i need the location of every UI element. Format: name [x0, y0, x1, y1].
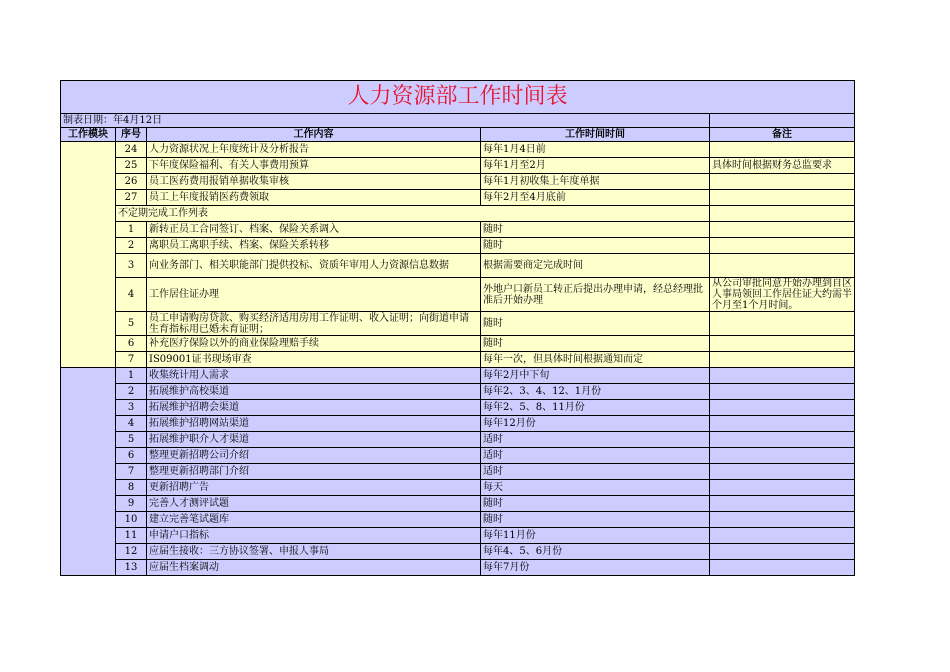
row-note [710, 384, 855, 400]
row-content: 拓展维护招聘网站渠道 [147, 416, 481, 432]
row-note [710, 222, 855, 238]
table-row [61, 336, 855, 352]
module-cell-2 [61, 368, 116, 576]
row-note [710, 432, 855, 448]
table-row [61, 222, 855, 238]
row-note [710, 206, 855, 222]
row-note [710, 448, 855, 464]
row-time: 适时 [481, 448, 710, 464]
row-number: 10 [116, 512, 147, 528]
header-time: 工作时间时间 [481, 128, 710, 142]
row-note: 从公司审批同意开始办理到自区人事局领回工作居住证大约需半个月至1个月时间。 [710, 278, 855, 312]
header-module: 工作模块 [61, 128, 116, 142]
schedule-table [60, 80, 855, 576]
table-row [61, 352, 855, 368]
row-note [710, 352, 855, 368]
row-note [710, 464, 855, 480]
row-time: 适时 [481, 464, 710, 480]
row-note [710, 528, 855, 544]
row-number: 27 [116, 190, 147, 206]
row-number: 13 [116, 560, 147, 576]
row-number: 9 [116, 496, 147, 512]
row-number: 24 [116, 142, 147, 158]
header-note: 备注 [710, 128, 855, 142]
row-number: 6 [116, 448, 147, 464]
row-content: 更新招聘广告 [147, 480, 481, 496]
row-time: 根据需要商定完成时间 [481, 254, 710, 278]
row-content: 拓展维护招聘会渠道 [147, 400, 481, 416]
row-number: 11 [116, 528, 147, 544]
row-content: 整理更新招聘部门介绍 [147, 464, 481, 480]
table-row [61, 158, 855, 174]
date-label: 制表日期：年4月12日 [61, 114, 710, 128]
row-note [710, 560, 855, 576]
table-row [61, 464, 855, 480]
row-time: 每年1月至2月 [481, 158, 710, 174]
row-time: 随时 [481, 238, 710, 254]
row-time: 每年2月至4月底前 [481, 190, 710, 206]
row-number: 4 [116, 416, 147, 432]
row-time: 适时 [481, 432, 710, 448]
table-row [61, 278, 855, 312]
row-time: 随时 [481, 496, 710, 512]
row-time: 每天 [481, 480, 710, 496]
table-row [61, 416, 855, 432]
row-number: 3 [116, 254, 147, 278]
row-note [710, 496, 855, 512]
row-note [710, 142, 855, 158]
row-time: 每年4、5、6月份 [481, 544, 710, 560]
row-content: IS09001证书现场审查 [147, 352, 481, 368]
row-note [710, 312, 855, 336]
row-time: 每年7月份 [481, 560, 710, 576]
row-number: 2 [116, 238, 147, 254]
table-row [61, 312, 855, 336]
row-time: 随时 [481, 512, 710, 528]
row-time: 随时 [481, 336, 710, 352]
table-row [61, 190, 855, 206]
row-time: 每年11月份 [481, 528, 710, 544]
table-row [61, 174, 855, 190]
header-row [61, 128, 855, 142]
table-row [61, 496, 855, 512]
row-number: 1 [116, 222, 147, 238]
row-note [710, 238, 855, 254]
row-content: 应届生接收：三方协议签署、申报人事局 [147, 544, 481, 560]
row-number: 6 [116, 336, 147, 352]
irregular-section-row [61, 206, 855, 222]
row-content: 员工上年度报销医药费领取 [147, 190, 481, 206]
table-row [61, 432, 855, 448]
table-row [61, 528, 855, 544]
row-number: 3 [116, 400, 147, 416]
row-number: 7 [116, 352, 147, 368]
table-row [61, 384, 855, 400]
row-content: 整理更新招聘公司介绍 [147, 448, 481, 464]
date-row-spacer [710, 114, 855, 128]
row-number: 25 [116, 158, 147, 174]
header-no: 序号 [116, 128, 147, 142]
row-content: 收集统计用人需求 [147, 368, 481, 384]
page-title: 人力资源部工作时间表 [61, 81, 855, 114]
row-content: 新转正员工合同签订、档案、保险关系调入 [147, 222, 481, 238]
table-row [61, 448, 855, 464]
row-note [710, 544, 855, 560]
row-number: 4 [116, 278, 147, 312]
row-note [710, 336, 855, 352]
row-content: 应届生档案调动 [147, 560, 481, 576]
irregular-section-label: 不定期完成工作列表 [116, 206, 710, 222]
row-time: 每年1月4日前 [481, 142, 710, 158]
row-time: 随时 [481, 222, 710, 238]
row-note [710, 254, 855, 278]
row-number: 5 [116, 432, 147, 448]
row-content: 下年度保险福利、有关人事费用预算 [147, 158, 481, 174]
table-row [61, 238, 855, 254]
table-row [61, 480, 855, 496]
row-number: 5 [116, 312, 147, 336]
row-time: 每年一次，但具体时间根据通知而定 [481, 352, 710, 368]
row-time: 每年2、3、4、12、1月份 [481, 384, 710, 400]
table-row [61, 560, 855, 576]
row-number: 7 [116, 464, 147, 480]
row-note [710, 512, 855, 528]
table-row [61, 400, 855, 416]
row-content: 建立完善笔试题库 [147, 512, 481, 528]
row-time: 每年12月份 [481, 416, 710, 432]
row-content: 向业务部门、相关职能部门提供投标、资质年审用人力资源信息数据 [147, 254, 481, 278]
row-note [710, 190, 855, 206]
row-time: 随时 [481, 312, 710, 336]
row-time: 外地户口新员工转正后提出办理申请，经总经理批准后开始办理 [481, 278, 710, 312]
table-row [61, 368, 855, 384]
row-note [710, 174, 855, 190]
table-row [61, 512, 855, 528]
row-content: 人力资源状况上年度统计及分析报告 [147, 142, 481, 158]
row-number: 1 [116, 368, 147, 384]
module-cell-1 [61, 142, 116, 368]
row-content: 员工医药费用报销单据收集审核 [147, 174, 481, 190]
row-content: 拓展维护职介人才渠道 [147, 432, 481, 448]
table-row [61, 544, 855, 560]
row-time: 每年2、5、8、11月份 [481, 400, 710, 416]
row-content: 申请户口指标 [147, 528, 481, 544]
worksheet [60, 80, 854, 576]
row-number: 2 [116, 384, 147, 400]
table-row [61, 254, 855, 278]
row-number: 12 [116, 544, 147, 560]
row-content: 工作居住证办理 [147, 278, 481, 312]
row-number: 26 [116, 174, 147, 190]
row-number: 8 [116, 480, 147, 496]
row-content: 完善人才测评试题 [147, 496, 481, 512]
table-row [61, 142, 855, 158]
row-note: 具体时间根据财务总监要求 [710, 158, 855, 174]
row-time: 每年1月初收集上年度单据 [481, 174, 710, 190]
row-content: 拓展维护高校渠道 [147, 384, 481, 400]
row-note [710, 368, 855, 384]
row-content: 离职员工离职手续、档案、保险关系转移 [147, 238, 481, 254]
header-content: 工作内容 [147, 128, 481, 142]
row-content: 补充医疗保险以外的商业保险理赔手续 [147, 336, 481, 352]
row-note [710, 480, 855, 496]
row-content: 员工申请购房贷款、购买经济适用房用工作证明、收入证明；向街道申请生育指标用已婚未育证明； [147, 312, 481, 336]
row-time: 每年2月中下旬 [481, 368, 710, 384]
row-note [710, 416, 855, 432]
row-note [710, 400, 855, 416]
